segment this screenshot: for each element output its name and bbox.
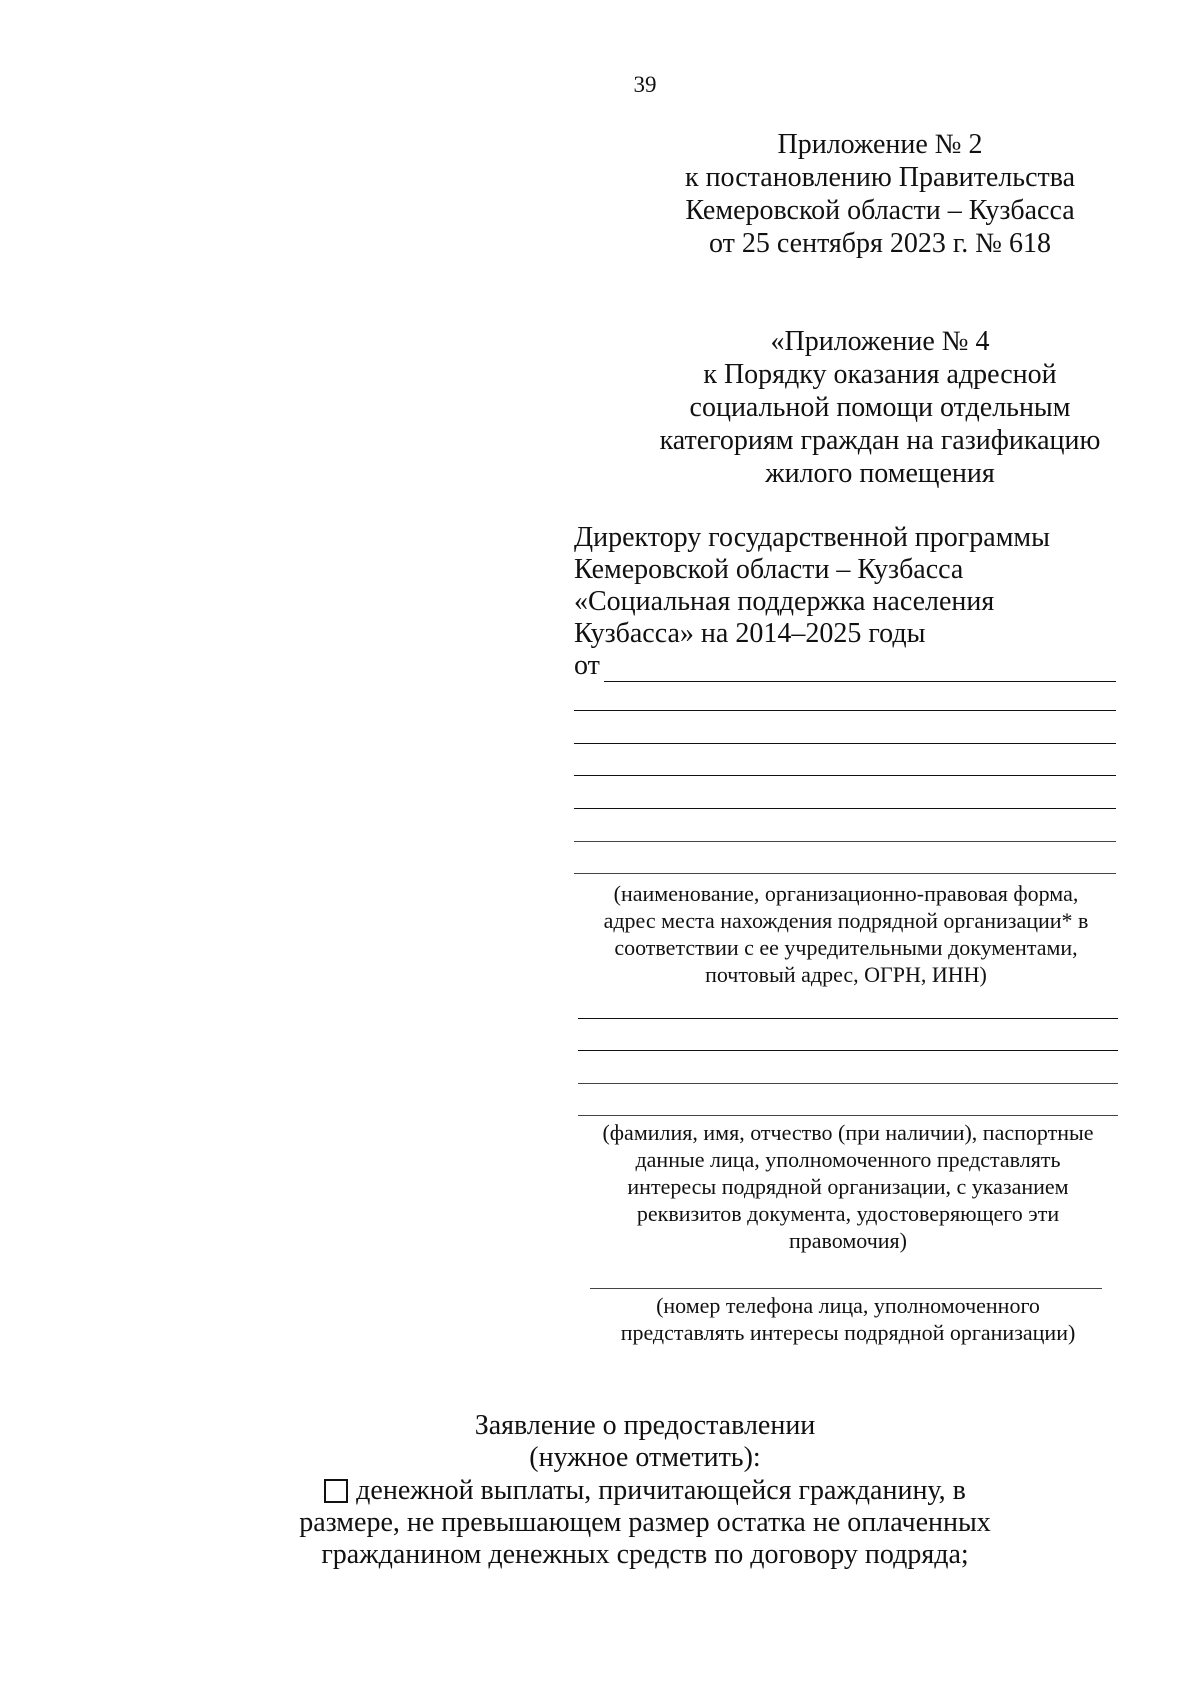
appendix-4-line: жилого помещения: [765, 458, 995, 489]
option-1-text: денежной выплаты, причитающейся гражданину, в: [356, 1475, 966, 1506]
option-1-checkbox[interactable]: [324, 1479, 348, 1503]
caption-line: интересы подрядной организации, с указанием: [627, 1174, 1069, 1199]
statement-subtitle-text: (нужное отметить):: [529, 1442, 761, 1473]
caption-line: правомочия): [789, 1228, 907, 1253]
appendix-4-header: [645, 325, 1115, 490]
option-1-line: размере, не превышающем размер остатка не оплаченных: [299, 1507, 991, 1538]
caption-line: (фамилия, имя, отчество (при наличии), паспортные: [602, 1120, 1094, 1145]
caption-line: (наименование, организационно-правовая форма,: [613, 881, 1079, 906]
appendix-4-line: «Приложение № 4: [770, 326, 990, 357]
addressee-line: Директору государственной программы: [574, 522, 1050, 553]
caption-line: почтовый адрес, ОГРН, ИНН): [705, 962, 987, 987]
addressee-line: «Социальная поддержка населения: [574, 586, 995, 617]
organization-fill-line[interactable]: [574, 808, 1116, 809]
phone-fill-line[interactable]: [590, 1288, 1102, 1289]
caption-line: данные лица, уполномоченного представлять: [635, 1147, 1061, 1172]
option-1-line: [0, 1475, 1200, 1507]
appendix-2-line: от 25 сентября 2023 г. № 618: [709, 228, 1051, 259]
representative-caption: [570, 1119, 1126, 1254]
option-1-line: гражданином денежных средств по договору подряда;: [321, 1539, 969, 1570]
appendix-2-header: [660, 128, 1100, 260]
representative-fill-line[interactable]: [578, 1050, 1118, 1051]
organization-caption: [568, 880, 1124, 988]
statement-option-1: [0, 1475, 1200, 1571]
addressee-block: [574, 522, 1114, 650]
addressee-line: Кузбасса» на 2014–2025 годы: [574, 618, 926, 649]
representative-fill-line[interactable]: [578, 1083, 1118, 1084]
from-fill-line[interactable]: [604, 681, 1116, 682]
organization-fill-line[interactable]: [574, 710, 1116, 711]
from-field[interactable]: [574, 652, 1116, 686]
appendix-4-line: категориям граждан на газификацию: [659, 425, 1101, 456]
addressee-line: Кемеровской области – Кузбасса: [574, 554, 964, 585]
caption-line: реквизитов документа, удостоверяющего эти: [636, 1201, 1060, 1226]
statement-title-text: Заявление о предоставлении: [474, 1410, 816, 1441]
statement-title: [0, 1410, 1200, 1442]
representative-fill-line[interactable]: [578, 1018, 1118, 1019]
caption-line: (номер телефона лица, уполномоченного: [656, 1293, 1040, 1318]
organization-fill-line[interactable]: [574, 873, 1116, 874]
caption-line: представлять интересы подрядной организации): [620, 1320, 1076, 1345]
appendix-4-line: к Порядку оказания адресной: [703, 359, 1057, 390]
representative-fill-line[interactable]: [578, 1115, 1118, 1116]
organization-fill-line[interactable]: [574, 743, 1116, 744]
statement-subtitle: [0, 1442, 1200, 1474]
organization-fill-line[interactable]: [574, 775, 1116, 776]
appendix-2-line: к постановлению Правительства: [684, 162, 1076, 193]
organization-fill-line[interactable]: [574, 841, 1116, 842]
page-number: 39: [633, 72, 657, 97]
appendix-2-line: Кемеровской области – Кузбасса: [685, 195, 1075, 226]
caption-line: адрес места нахождения подрядной организации* в: [603, 908, 1089, 933]
from-label: от: [574, 650, 600, 681]
appendix-2-line: Приложение № 2: [777, 129, 983, 160]
appendix-4-line: социальной помощи отдельным: [689, 392, 1071, 423]
caption-line: соответствии с ее учредительными документами,: [614, 935, 1078, 960]
phone-caption: [570, 1292, 1126, 1346]
